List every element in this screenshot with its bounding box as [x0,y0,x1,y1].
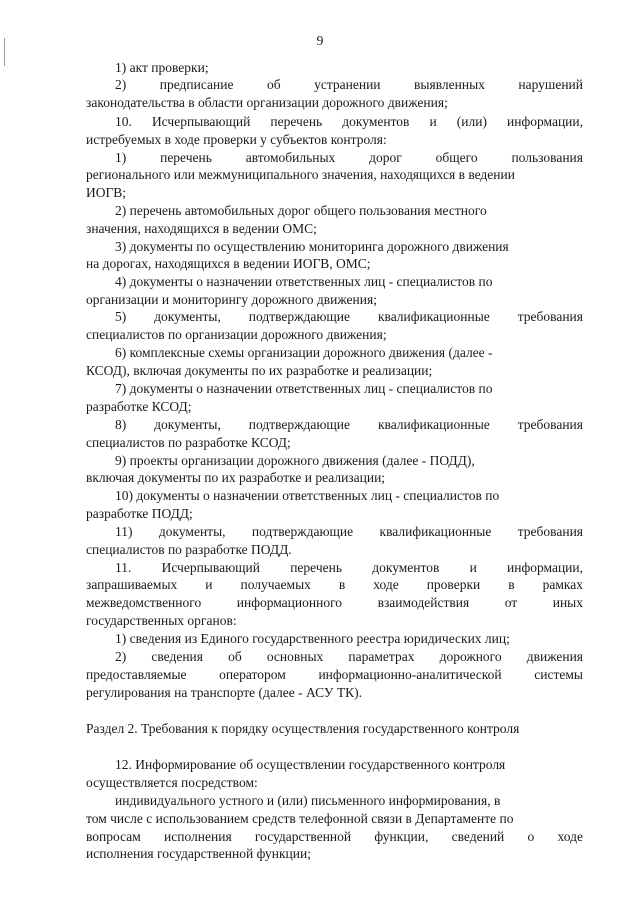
text-line: 2) предписание об устранении выявленных нарушений [115,77,583,92]
text-line: специалистов по разработке ПОДД. [86,542,292,557]
text-line: 4) документы о назначении ответственных лиц - специалистов по [115,274,493,289]
text-line: межведомственного информационного взаимодействия от иных [86,595,583,610]
text-line: 5) документы, подтверждающие квалификационные требования [115,309,583,324]
text-line: 1) акт проверки; [115,60,209,75]
text-line: 11. Исчерпывающий перечень документов и информации, [115,560,583,575]
text-line: включая документы по их разработке и реализации; [86,470,386,485]
text-line: 3) документы по осуществлению мониторинга дорожного движения [115,239,509,254]
text-line: 11) документы, подтверждающие квалификационные требования [115,524,583,539]
text-line: истребуемых в ходе проверки у субъектов контроля: [86,132,387,147]
text-line: разработке ПОДД; [86,506,193,521]
text-line: 7) документы о назначении ответственных лиц - специалистов по [115,381,493,396]
text-line: 12. Информирование об осуществлении государственного контроля [115,757,506,772]
text-line: осуществляется посредством: [86,775,258,790]
text-line: 9) проекты организации дорожного движения (далее - ПОДД), [115,453,475,468]
text-line: 8) документы, подтверждающие квалификационные требования [115,417,583,432]
text-line: запрашиваемых и получаемых в ходе проверки в рамках [86,577,583,592]
text-line: вопросам исполнения государственной функции, сведений о ходе [86,829,583,844]
text-line: специалистов по разработке КСОД; [86,435,291,450]
text-line: специалистов по организации дорожного движения; [86,327,387,342]
text-line: регулирования на транспорте (далее - АСУ ТК). [86,685,362,700]
text-line: 10) документы о назначении ответственных лиц - специалистов по [115,488,500,503]
text-line: том числе с использованием средств телефонной связи в Департаменте по [86,811,514,826]
text-line: 10. Исчерпывающий перечень документов и (или) информации, [115,114,583,129]
section-heading: Раздел 2. Требования к порядку осуществления государственного контроля [86,721,520,736]
text-line: значения, находящихся в ведении ОМС; [86,221,317,236]
text-line: индивидуального устного и (или) письменного информирования, в [115,793,501,808]
text-line: 1) перечень автомобильных дорог общего пользования [115,150,583,165]
text-line: на дорогах, находящихся в ведении ИОГВ, ОМС; [86,256,371,271]
text-line: 2) сведения об основных параметрах дорожного движения [115,649,583,664]
page-number: 9 [316,33,324,48]
text-line: государственных органов: [86,613,237,628]
text-line: ИОГВ; [86,185,127,200]
text-line: предоставляемые оператором информационно-аналитической системы [86,667,583,682]
text-line: организации и мониторингу дорожного движения; [86,292,377,307]
text-line: разработке КСОД; [86,399,192,414]
text-line: 2) перечень автомобильных дорог общего пользования местного [115,203,487,218]
text-line: 1) сведения из Единого государственного реестра юридических лиц; [115,631,510,646]
text-line: 6) комплексные схемы организации дорожного движения (далее - [115,345,493,360]
text-line: КСОД), включая документы по их разработке и реализации; [86,363,433,378]
text-line: законодательства в области организации дорожного движения; [86,95,448,110]
text-line: регионального или межмуниципального значения, находящихся в ведении [86,167,515,182]
text-line: исполнения государственной функции; [86,846,311,861]
